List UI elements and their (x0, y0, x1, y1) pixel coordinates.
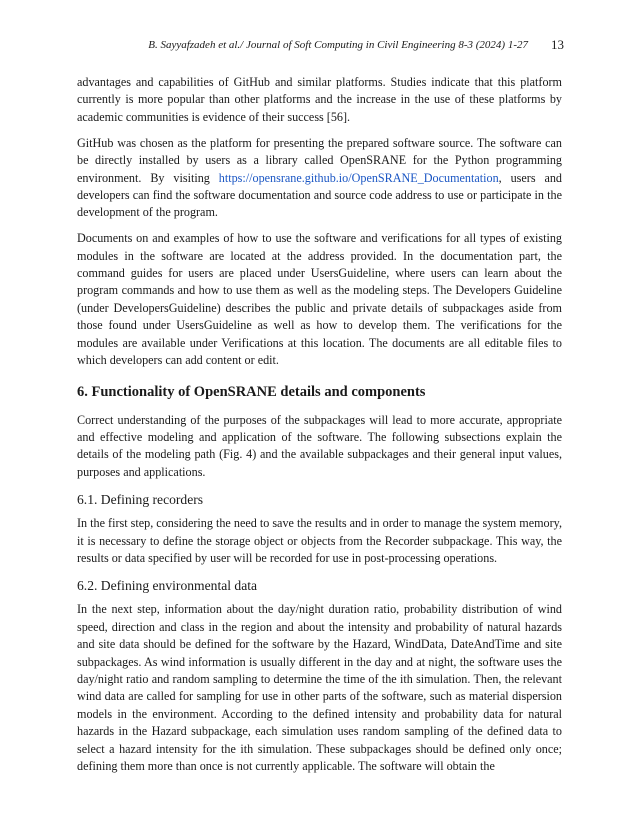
body-text (77, 74, 562, 784)
running-header (0, 38, 638, 54)
paragraph-text: , users and developers can find the software documentation and source code address to use or participate in the development of the program. (77, 170, 562, 220)
subsection-heading-6-2: 6.2. Defining environmental data (77, 578, 258, 594)
paragraph-recorders: In the first step, considering the need to save the results and in order to manage the system memory, it is necessary to define the storage object or objects from the Recorder subpackage. This way, the results or data specified by user will be recorded for use in post-processing operations. (77, 516, 562, 565)
section-heading-6: 6. Functionality of OpenSRANE details and components (77, 383, 426, 400)
paragraph-subpackages: Correct understanding of the purposes of the subpackages will lead to more accurate, appropriate and effective modeling and application of the software. The following subsections explain the details of the modeling path (Fig. 4) and the available subpackages and their general input values, purposes and applications. (77, 412, 562, 479)
journal-citation: B. Sayyafzadeh et al./ Journal of Soft Computing in Civil Engineering 8-3 (2024) 1-27 (148, 39, 528, 51)
paragraph-environmental-data: In the next step, information about the day/night duration ratio, probability distribution of wind speed, direction and class in the region and about the intensity and probability of natural hazards and site data should be defined for the software by the Hazard, WindData, DateAndTime and site subpackages. As wind information is usually different in the day and at night, the software uses the day/night ratio and random sampling to determine the time of the ith simulation. Then, the relevant wind data are called for sampling for use in other parts of the software, such as material dispersion models in the environment. According to the defined intensity and probability data for natural hazards in the Hazard subpackage, each simulation uses random sampling of the defined data to select a hazard intensity for the ith simulation. These subpackages should be defined only once; defining them more than once is not currently applicable. The software will obtain the (77, 602, 562, 773)
paragraph-github-advantages: advantages and capabilities of GitHub and similar platforms. Studies indicate that this platform currently is more popular than other platforms and the increase in the use of these platforms by academic communities is evidence of their success [56]. (77, 75, 562, 124)
subsection-heading-6-1: 6.1. Defining recorders (77, 492, 204, 508)
page-number: 13 (551, 37, 564, 52)
documentation-link[interactable]: https://opensrane.github.io/OpenSRANE_Documentation (218, 170, 499, 185)
paragraph-documentation: Documents on and examples of how to use the software and verifications for all types of existing modules in the software are located at the address provided. In the documentation part, the command guides for users are placed under UsersGuideline, where users can learn about the program commands and how to use them as well as the modeling steps. The Developers Guideline (under DevelopersGuideline) describes the public and private details of subpackages aside from those found under UsersGuideline as well as how to develop them. The verifications for the modules are available under Verifications at this location. The documents are all editable files to which developers can add content or edit. (77, 231, 562, 368)
paragraph-github-platform (77, 135, 562, 222)
paragraph-text: GitHub was chosen as the platform for presenting the prepared software source. The software can be directly installed by users as a library called OpenSRANE for the Python programming environment. By visiting (77, 135, 562, 185)
